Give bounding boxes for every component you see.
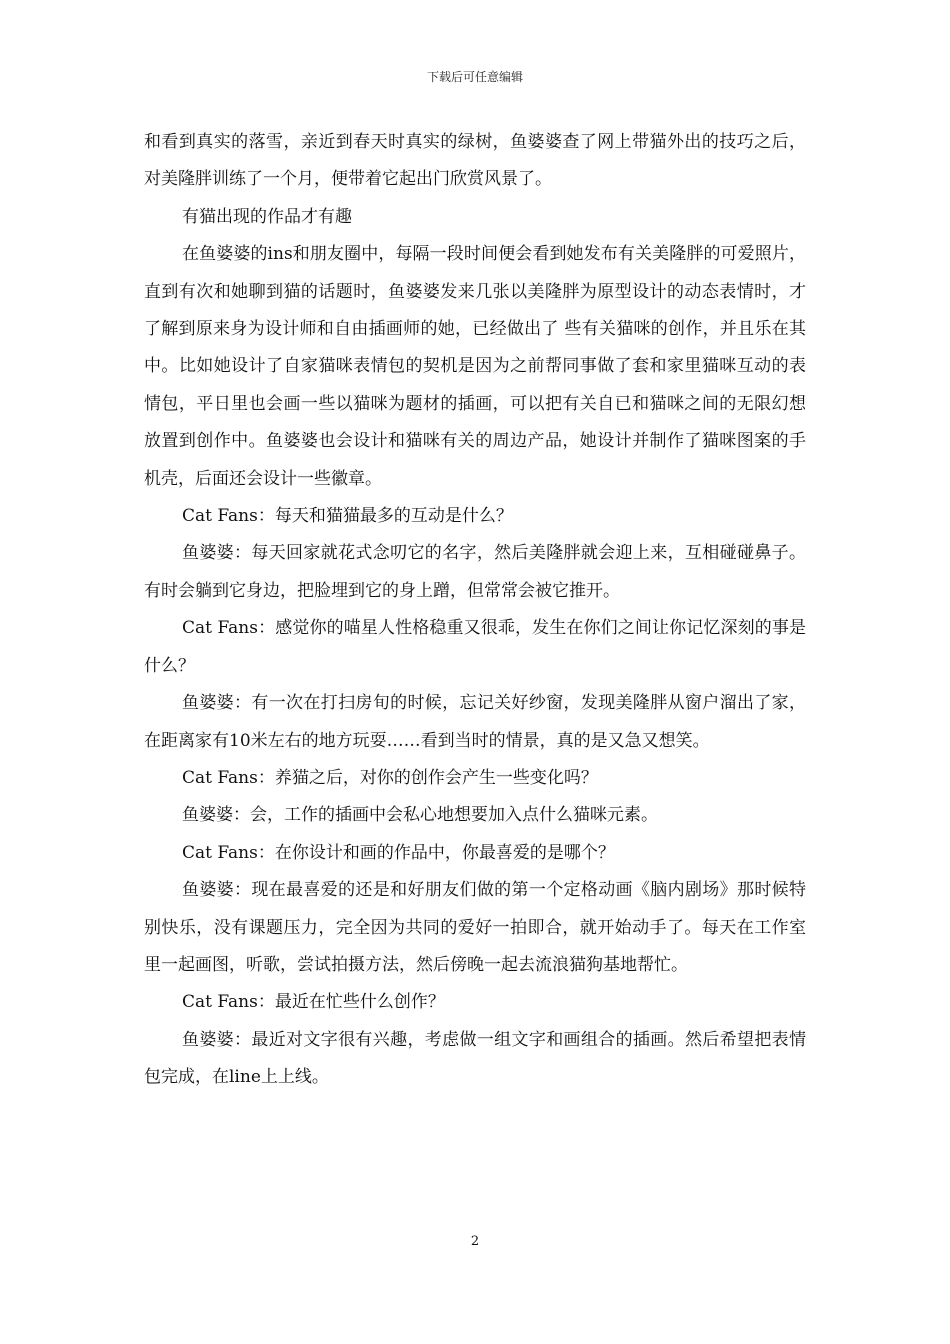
section-heading: 有猫出现的作品才有趣 [182, 206, 352, 227]
interview-answer: 鱼婆婆：现在最喜爱的还是和好朋友们做的第一个定格动画《脑内剧场》那时候特别快乐，没有课题压力，完全因为共同的爱好一拍即合，就开始动手了。每天在工作室里一起画图，听歌，尝试拍摄方法，然后傍晚一起去流浪猫狗基地帮忙。 [144, 880, 806, 975]
page-number: 2 [470, 1234, 480, 1249]
interview-question: Cat Fans：感觉你的喵星人性格稳重又很乖，发生在你们之间让你记忆深刻的事是什么？ [144, 618, 806, 676]
interview-question: Cat Fans：养猫之后，对你的创作会产生一些变化吗？ [182, 767, 598, 788]
interview-answer: 鱼婆婆：有一次在打扫房旬的时候，忘记关好纱窗，发现美隆胖从窗户溜出了家，在距离家有10米左右的地方玩耍……看到当时的情景，真的是又急又想笑。 [144, 693, 806, 751]
body-text [144, 124, 806, 1097]
interview-question: Cat Fans：每天和猫猫最多的互动是什么？ [182, 506, 513, 527]
interview-question: Cat Fans：在你设计和画的作品中，你最喜爱的是哪个？ [182, 842, 615, 863]
interview-question: Cat Fans：最近在忙些什么创作？ [182, 992, 445, 1013]
interview-answer: 鱼婆婆：会，工作的插画中会私心地想要加入点什么猫咪元素。 [182, 805, 658, 826]
page-header: 下载后可任意编辑 [426, 70, 523, 84]
paragraph: 在鱼婆婆的ins和朋友圈中，每隔一段时间便会看到她发布有关美隆胖的可爱照片， 直到有次和她聊到猫的话题时，鱼婆婆发来几张以美隆胖为原型设计的动态表情时，才了解到原来身为设计师和自由插画师的她，已经做出了 些有关猫咪的创作，并且乐在其中。比如她设计了自家猫咪表情包的契机是因为之前帮同事做了套和家里猫咪互动的表情包，平日里也会画一些以猫咪为题材的插画，可以把有关自已和猫咪之间的无限幻想放置到创作中。鱼婆婆也会设计和猫咪有关的周边产品，她设计并制作了猫咪图案的手机壳，后面还会设计一些徽章。 [144, 244, 806, 489]
paragraph-continuation: 和看到真实的落雪，亲近到春天时真实的绿树，鱼婆婆查了网上带猫外出的技巧之后，对美隆胖训练了一个月，便带着它起出门欣赏风景了。 [144, 132, 806, 190]
interview-answer: 鱼婆婆：每天回家就花式念叨它的名字，然后美隆胖就会迎上来，互相碰碰鼻子。有时会躺到它身边，把脸埋到它的身上蹭，但常常会被它推开。 [144, 543, 806, 601]
interview-answer: 鱼婆婆：最近对文字很有兴趣，考虑做一组文字和画组合的插画。然后希望把表情包完成，在line上上线。 [144, 1029, 806, 1088]
